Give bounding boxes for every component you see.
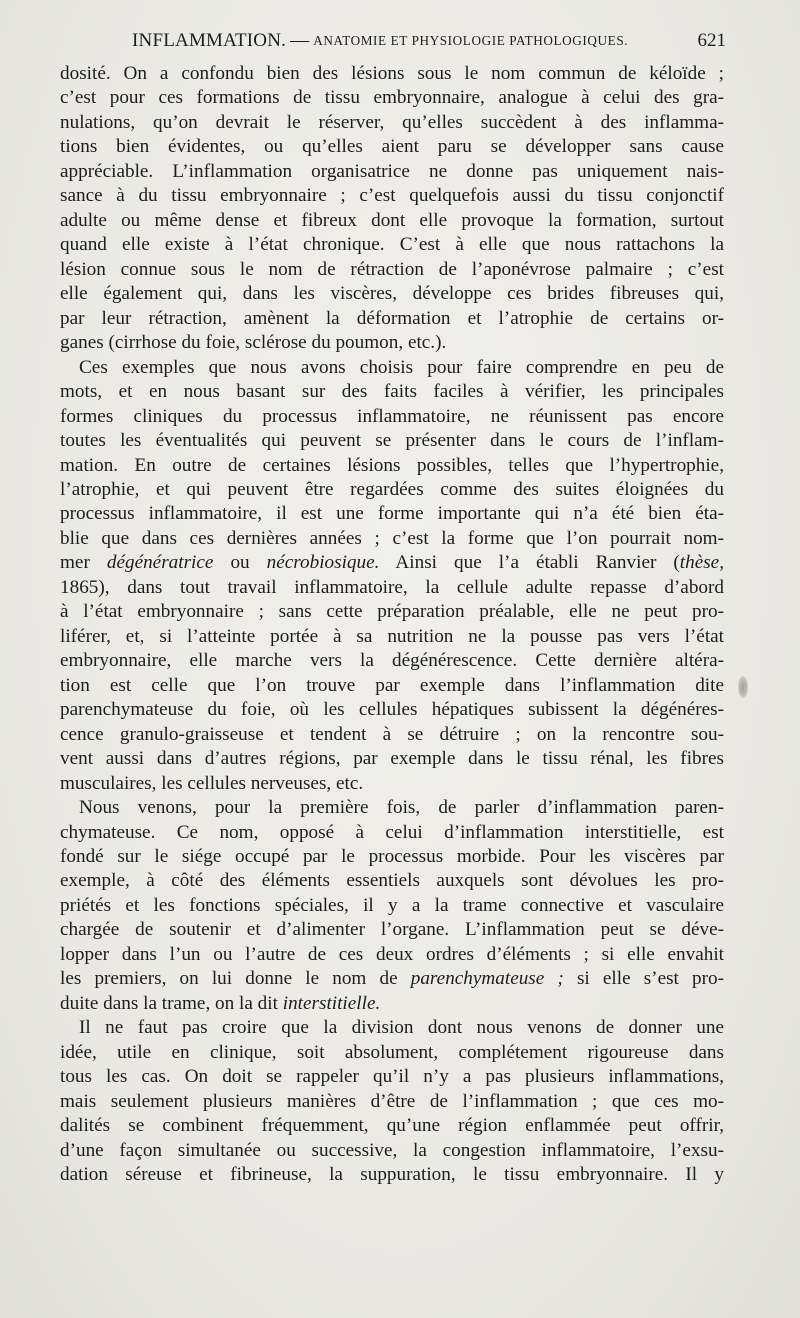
running-head-dash: —: [290, 30, 310, 51]
text-line: 1865), dans tout travail inflammatoire, la cellule adulte repasse d’abord: [60, 576, 724, 598]
text-line: vent aussi dans d’autres régions, par exemple dans le tissu rénal, les fibres: [60, 748, 724, 770]
text-line: adulte ou même dense et fibreux dont elle provoque la formation, surtout: [60, 209, 724, 231]
text-line: Nous venons, pour la première fois, de parler d’inflammation paren-: [79, 797, 724, 819]
text-line: quand elle existe à l’état chronique. C’est à elle que nous rattachons la: [60, 234, 724, 256]
text-line: nulations, qu’on devrait le réserver, qu’elles succèdent à des inflamma-: [60, 111, 724, 133]
text-line: à l’état embryonnaire ; sans cette préparation préalable, elle ne peut pro-: [60, 601, 724, 623]
text-line: processus inflammatoire, il est une forme importante qui n’a été bien éta-: [60, 503, 724, 525]
text-line: d’une façon simultanée ou successive, la congestion inflammatoire, l’exsu-: [60, 1139, 724, 1161]
italic-term: dégénératrice: [106, 552, 214, 574]
running-head-subtitle: ANATOMIE ET PHYSIOLOGIE PATHOLOGIQUES.: [313, 33, 629, 48]
text-line: priétés et les fonctions spéciales, il y a la trame connective et vasculaire: [60, 894, 724, 916]
text-line: mots, et en nous basant sur des faits faciles à vérifier, les principales: [60, 381, 724, 403]
running-head-main: INFLAMMATION.: [132, 30, 287, 51]
text-segment: les premiers, on lui donne le nom de: [60, 968, 398, 990]
text-segment: ou: [230, 552, 250, 574]
italic-term: nécrobiosique.: [266, 552, 380, 574]
text-line: [60, 551, 724, 575]
text-line: idée, utile en clinique, soit absolument, complétement rigoureuse dans: [60, 1041, 724, 1063]
text-line: tion est celle que l’on trouve par exemple dans l’inflammation dite: [60, 674, 724, 696]
text-line: lésion connue sous le nom de rétraction de l’aponévrose palmaire ; c’est: [60, 258, 724, 280]
text-segment: mer: [60, 552, 90, 574]
text-line: appréciable. L’inflammation organisatrice ne donne pas uniquement nais-: [60, 160, 724, 182]
text-line: [60, 967, 724, 991]
italic-term: thèse,: [679, 552, 724, 574]
text-line: dation séreuse et fibrineuse, la suppuration, le tissu embryonnaire. Il y: [60, 1164, 724, 1186]
text-line: Il ne faut pas croire que la division dont nous venons de donner une: [79, 1017, 724, 1039]
ink-smudge: [738, 676, 748, 698]
text-line: toutes les éventualités qui peuvent se présenter dans le cours de l’inflam-: [60, 430, 724, 452]
text-line: tions bien évidentes, ou qu’elles aient paru se développer sans cause: [60, 136, 724, 158]
body-text: [60, 62, 724, 1188]
text-line: tous les cas. On doit se rappeler qu’il n’y a pas plusieurs inflammations,: [60, 1066, 724, 1088]
text-line: Ces exemples que nous avons choisis pour faire comprendre en peu de: [79, 356, 724, 378]
text-line: fondé sur le siége occupé par le processus morbide. Pour les viscères par: [60, 846, 724, 867]
text-line: cence granulo-graisseuse et tendent à se détruire ; on la rencontre sou-: [60, 723, 724, 745]
text-segment: si elle s’est pro-: [576, 968, 724, 990]
text-line: chargée de soutenir et d’alimenter l’organe. L’inflammation peut se déve-: [60, 919, 724, 941]
text-line: dosité. On a confondu bien des lésions sous le nom commun de kéloïde ;: [60, 63, 724, 84]
page-number: 621: [697, 30, 726, 51]
text-line: lopper dans l’un ou l’autre de ces deux ordres d’éléments ; si elle envahit: [60, 943, 724, 965]
text-line: musculaires, les cellules nerveuses, etc.: [60, 772, 364, 794]
text-line: dalités se combinent fréquemment, qu’une région enflammée peut offrir,: [60, 1115, 724, 1137]
text-line: formes cliniques du processus inflammatoire, ne réunissent pas encore: [60, 405, 724, 427]
text-segment: duite dans la trame, on la dit: [60, 992, 278, 1014]
text-line: exemple, à côté des éléments essentiels auxquels sont dévolues les pro-: [60, 870, 724, 892]
text-line: liférer, et, si l’atteinte portée à sa nutrition ne la pousse pas vers l’état: [60, 625, 724, 647]
italic-term: interstitielle.: [282, 992, 381, 1014]
text-line: mais seulement plusieurs manières d’être de l’inflammation ; que ces mo-: [60, 1090, 724, 1112]
text-line: embryonnaire, elle marche vers la dégénérescence. Cette dernière altéra-: [60, 650, 724, 672]
italic-term: parenchymateuse ;: [410, 968, 564, 990]
text-line: par leur rétraction, amènent la déformation et l’atrophie de certains or-: [60, 307, 724, 329]
text-segment: Ainsi que l’a établi Ranvier (: [395, 552, 680, 574]
text-line: c’est pour ces formations de tissu embryonnaire, analogue à celui des gra-: [60, 87, 724, 109]
text-line: elle également qui, dans les viscères, développe ces brides fibreuses qui,: [60, 283, 724, 305]
text-line: mation. En outre de certaines lésions possibles, telles que l’hypertrophie,: [60, 454, 724, 476]
text-line: blie que dans ces dernières années ; c’est la forme que l’on pourrait nom-: [60, 527, 724, 549]
text-line: [60, 992, 724, 1016]
text-line: ganes (cirrhose du foie, sclérose du poumon, etc.).: [60, 332, 447, 354]
text-line: l’atrophie, et qui peuvent être regardées comme des suites éloignées du: [60, 478, 724, 500]
running-head-title: [132, 30, 628, 52]
running-header: [60, 30, 726, 56]
text-line: parenchymateuse du foie, où les cellules hépatiques subissent la dégénéres-: [60, 699, 724, 721]
text-line: sance à du tissu embryonnaire ; c’est quelquefois aussi du tissu conjonctif: [60, 185, 724, 207]
text-line: chymateuse. Ce nom, opposé à celui d’inflammation interstitielle, est: [60, 821, 724, 843]
